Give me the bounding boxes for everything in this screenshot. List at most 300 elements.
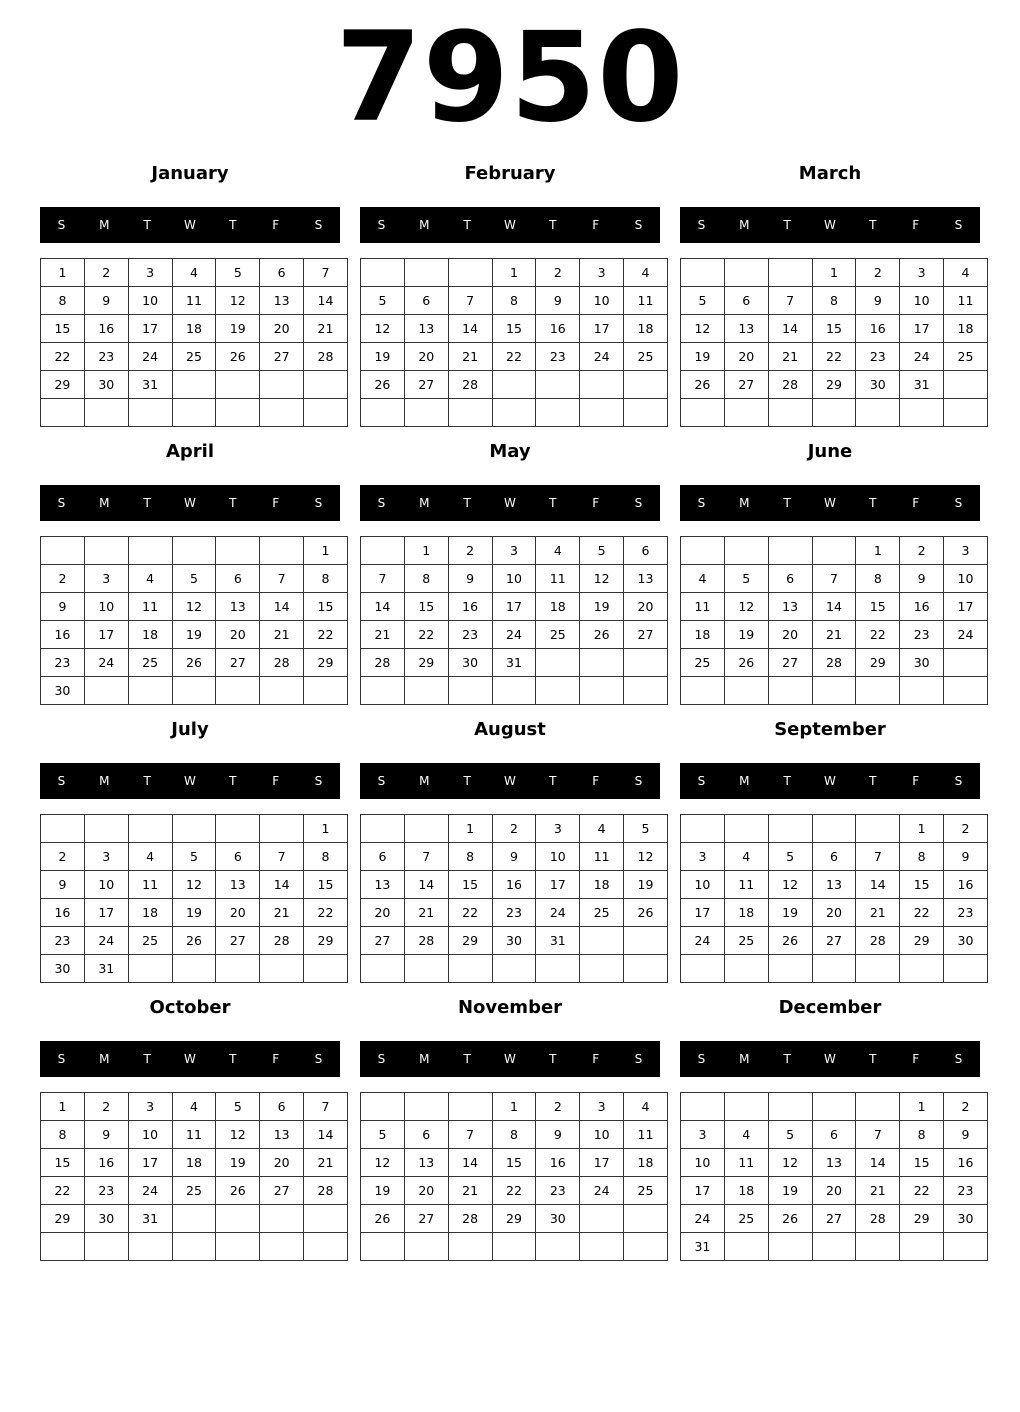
empty-cell	[812, 815, 856, 843]
empty-cell	[172, 1233, 216, 1261]
empty-cell	[768, 537, 812, 565]
weekday-label: M	[99, 218, 110, 232]
weekday-label: W	[824, 774, 836, 788]
week-row	[361, 621, 668, 649]
weekday-label: W	[184, 496, 196, 510]
week-row	[361, 593, 668, 621]
day-cell: 1	[856, 537, 900, 565]
day-cell: 3	[681, 1121, 725, 1149]
day-cell: 26	[172, 927, 216, 955]
day-cell: 21	[768, 343, 812, 371]
empty-cell	[84, 815, 128, 843]
day-cell: 6	[404, 287, 448, 315]
empty-cell	[448, 1093, 492, 1121]
weekday-label: M	[419, 496, 430, 510]
empty-cell	[361, 815, 405, 843]
day-cell: 29	[812, 371, 856, 399]
empty-cell	[856, 399, 900, 427]
empty-cell	[128, 955, 172, 983]
week-row	[361, 1205, 668, 1233]
weekday-label: M	[739, 218, 750, 232]
empty-cell	[856, 815, 900, 843]
day-grid	[680, 258, 988, 427]
empty-cell	[856, 955, 900, 983]
day-cell: 14	[304, 287, 348, 315]
day-cell: 29	[448, 927, 492, 955]
day-cell: 15	[448, 871, 492, 899]
day-cell: 3	[128, 259, 172, 287]
day-cell: 24	[492, 621, 536, 649]
weekday-label: W	[504, 218, 516, 232]
empty-cell	[216, 815, 260, 843]
weekday-label: S	[954, 496, 963, 510]
day-cell: 13	[768, 593, 812, 621]
week-row	[361, 537, 668, 565]
day-cell: 24	[84, 927, 128, 955]
empty-cell	[624, 1205, 668, 1233]
empty-cell	[580, 399, 624, 427]
empty-cell	[260, 677, 304, 705]
day-cell: 28	[448, 371, 492, 399]
day-cell: 5	[216, 259, 260, 287]
week-row	[361, 1093, 668, 1121]
day-cell: 19	[768, 899, 812, 927]
day-cell: 25	[724, 1205, 768, 1233]
month-name: February	[464, 163, 556, 184]
day-cell: 22	[304, 899, 348, 927]
day-cell: 5	[361, 287, 405, 315]
day-cell: 23	[536, 1177, 580, 1205]
day-cell: 11	[172, 287, 216, 315]
day-cell: 16	[856, 315, 900, 343]
weekday-label: M	[739, 1052, 750, 1066]
weekday-label: T	[869, 496, 877, 510]
day-grid	[360, 814, 668, 983]
weekday-label: S	[634, 496, 643, 510]
day-cell: 29	[404, 649, 448, 677]
day-cell: 14	[448, 1149, 492, 1177]
weekday-label: W	[504, 496, 516, 510]
day-cell: 11	[580, 843, 624, 871]
month-july	[40, 717, 340, 987]
day-cell: 4	[724, 1121, 768, 1149]
weekday-label: T	[549, 218, 557, 232]
day-cell: 6	[768, 565, 812, 593]
day-cell: 22	[304, 621, 348, 649]
week-row	[361, 1177, 668, 1205]
empty-cell	[216, 1205, 260, 1233]
day-grid	[680, 814, 988, 983]
empty-cell	[128, 399, 172, 427]
empty-cell	[84, 1233, 128, 1261]
day-cell: 5	[172, 565, 216, 593]
empty-cell	[944, 677, 988, 705]
day-cell: 7	[260, 843, 304, 871]
day-cell: 12	[768, 1149, 812, 1177]
empty-cell	[812, 537, 856, 565]
day-cell: 4	[944, 259, 988, 287]
day-cell: 29	[41, 1205, 85, 1233]
day-cell: 6	[624, 537, 668, 565]
day-cell: 26	[624, 899, 668, 927]
weekday-label: W	[824, 218, 836, 232]
week-row	[361, 1233, 668, 1261]
weekday-label: M	[99, 774, 110, 788]
empty-cell	[768, 259, 812, 287]
day-cell: 8	[856, 565, 900, 593]
day-cell: 23	[492, 899, 536, 927]
week-row	[41, 899, 348, 927]
day-cell: 26	[172, 649, 216, 677]
week-row	[361, 371, 668, 399]
empty-cell	[84, 399, 128, 427]
week-row	[681, 287, 988, 315]
day-cell: 16	[944, 1149, 988, 1177]
empty-cell	[404, 677, 448, 705]
day-cell: 10	[900, 287, 944, 315]
day-cell: 25	[624, 1177, 668, 1205]
day-cell: 21	[404, 899, 448, 927]
empty-cell	[768, 677, 812, 705]
year-title: 7950	[335, 6, 685, 150]
day-cell: 14	[448, 315, 492, 343]
day-cell: 3	[580, 1093, 624, 1121]
day-cell: 27	[216, 927, 260, 955]
day-cell: 13	[260, 287, 304, 315]
day-cell: 17	[128, 315, 172, 343]
day-cell: 7	[812, 565, 856, 593]
day-cell: 1	[304, 537, 348, 565]
day-cell: 5	[216, 1093, 260, 1121]
day-cell: 6	[361, 843, 405, 871]
week-row	[41, 815, 348, 843]
empty-cell	[216, 537, 260, 565]
empty-cell	[448, 955, 492, 983]
empty-cell	[944, 955, 988, 983]
week-row	[681, 815, 988, 843]
weekday-label: F	[592, 774, 600, 788]
day-cell: 22	[41, 343, 85, 371]
weekday-label: S	[954, 218, 963, 232]
week-row	[681, 399, 988, 427]
weekday-header	[360, 207, 660, 243]
day-grid	[40, 814, 348, 983]
day-cell: 22	[492, 1177, 536, 1205]
empty-cell	[492, 371, 536, 399]
day-cell: 27	[768, 649, 812, 677]
weekday-label: T	[229, 774, 237, 788]
weekday-label: T	[229, 218, 237, 232]
day-cell: 8	[41, 1121, 85, 1149]
day-cell: 30	[536, 1205, 580, 1233]
day-cell: 31	[536, 927, 580, 955]
day-cell: 23	[448, 621, 492, 649]
day-cell: 29	[304, 927, 348, 955]
weekday-header	[680, 485, 980, 521]
weekday-label: T	[869, 1052, 877, 1066]
empty-cell	[768, 1233, 812, 1261]
day-cell: 2	[41, 843, 85, 871]
day-cell: 8	[492, 287, 536, 315]
empty-cell	[404, 955, 448, 983]
day-cell: 23	[944, 899, 988, 927]
day-cell: 9	[84, 1121, 128, 1149]
day-cell: 30	[492, 927, 536, 955]
day-cell: 16	[536, 1149, 580, 1177]
week-row	[681, 1093, 988, 1121]
day-cell: 14	[260, 871, 304, 899]
day-cell: 18	[624, 1149, 668, 1177]
empty-cell	[580, 955, 624, 983]
empty-cell	[768, 1093, 812, 1121]
empty-cell	[900, 677, 944, 705]
month-november	[360, 995, 660, 1265]
weekday-label: F	[592, 496, 600, 510]
empty-cell	[900, 1233, 944, 1261]
empty-cell	[492, 1233, 536, 1261]
weekday-label: T	[783, 218, 791, 232]
empty-cell	[624, 927, 668, 955]
weekday-label: S	[634, 1052, 643, 1066]
day-cell: 12	[361, 1149, 405, 1177]
day-cell: 30	[900, 649, 944, 677]
day-cell: 13	[812, 871, 856, 899]
empty-cell	[304, 371, 348, 399]
day-cell: 15	[304, 593, 348, 621]
weekday-label: F	[272, 1052, 280, 1066]
day-cell: 8	[404, 565, 448, 593]
day-cell: 20	[361, 899, 405, 927]
weekday-label: T	[463, 774, 471, 788]
day-cell: 10	[128, 287, 172, 315]
weekday-label: T	[549, 496, 557, 510]
month-name: March	[798, 163, 862, 184]
day-cell: 29	[304, 649, 348, 677]
empty-cell	[172, 371, 216, 399]
week-row	[681, 955, 988, 983]
day-cell: 9	[900, 565, 944, 593]
day-cell: 28	[304, 343, 348, 371]
month-name: September	[774, 719, 886, 740]
month-october	[40, 995, 340, 1265]
day-cell: 3	[492, 537, 536, 565]
day-cell: 21	[260, 899, 304, 927]
weekday-label: S	[57, 496, 66, 510]
empty-cell	[944, 649, 988, 677]
weekday-label: T	[783, 496, 791, 510]
empty-cell	[304, 1205, 348, 1233]
weekday-label: F	[592, 218, 600, 232]
day-cell: 22	[448, 899, 492, 927]
day-cell: 12	[724, 593, 768, 621]
empty-cell	[128, 1233, 172, 1261]
week-row	[361, 955, 668, 983]
day-cell: 30	[84, 371, 128, 399]
day-cell: 5	[580, 537, 624, 565]
weekday-label: W	[184, 774, 196, 788]
day-cell: 24	[536, 899, 580, 927]
week-row	[361, 1121, 668, 1149]
week-row	[361, 843, 668, 871]
day-cell: 18	[681, 621, 725, 649]
empty-cell	[624, 399, 668, 427]
day-cell: 28	[856, 927, 900, 955]
day-cell: 24	[681, 1205, 725, 1233]
day-cell: 16	[84, 1149, 128, 1177]
empty-cell	[624, 677, 668, 705]
day-cell: 30	[944, 1205, 988, 1233]
day-cell: 20	[812, 1177, 856, 1205]
weekday-label: M	[419, 218, 430, 232]
empty-cell	[580, 927, 624, 955]
month-february	[360, 161, 660, 431]
day-cell: 3	[128, 1093, 172, 1121]
day-cell: 7	[448, 287, 492, 315]
empty-cell	[681, 677, 725, 705]
empty-cell	[624, 1233, 668, 1261]
day-cell: 19	[172, 899, 216, 927]
empty-cell	[536, 677, 580, 705]
month-name: October	[149, 997, 231, 1018]
month-april	[40, 439, 340, 709]
week-row	[681, 1121, 988, 1149]
week-row	[361, 899, 668, 927]
day-cell: 21	[812, 621, 856, 649]
day-cell: 22	[812, 343, 856, 371]
day-cell: 21	[304, 315, 348, 343]
day-cell: 31	[128, 1205, 172, 1233]
week-row	[41, 843, 348, 871]
week-row	[361, 1149, 668, 1177]
day-cell: 7	[304, 1093, 348, 1121]
week-row	[681, 315, 988, 343]
empty-cell	[580, 1233, 624, 1261]
day-cell: 28	[304, 1177, 348, 1205]
day-cell: 27	[260, 1177, 304, 1205]
weekday-label: S	[57, 218, 66, 232]
day-cell: 25	[128, 927, 172, 955]
day-cell: 27	[260, 343, 304, 371]
day-cell: 26	[361, 1205, 405, 1233]
day-cell: 21	[260, 621, 304, 649]
day-grid	[360, 258, 668, 427]
day-cell: 28	[260, 927, 304, 955]
day-cell: 13	[812, 1149, 856, 1177]
day-cell: 17	[492, 593, 536, 621]
month-name: August	[474, 719, 546, 740]
empty-cell	[724, 259, 768, 287]
day-cell: 20	[404, 1177, 448, 1205]
day-cell: 10	[944, 565, 988, 593]
day-cell: 2	[41, 565, 85, 593]
day-cell: 16	[492, 871, 536, 899]
weekday-label: S	[697, 774, 706, 788]
empty-cell	[260, 815, 304, 843]
day-cell: 30	[84, 1205, 128, 1233]
day-cell: 14	[768, 315, 812, 343]
day-cell: 27	[724, 371, 768, 399]
month-january	[40, 161, 340, 431]
day-cell: 4	[536, 537, 580, 565]
empty-cell	[361, 259, 405, 287]
week-row	[681, 343, 988, 371]
week-row	[681, 677, 988, 705]
week-row	[41, 871, 348, 899]
empty-cell	[216, 1233, 260, 1261]
day-cell: 1	[492, 259, 536, 287]
weekday-label: S	[314, 496, 323, 510]
month-september	[680, 717, 980, 987]
day-cell: 25	[172, 343, 216, 371]
day-cell: 11	[128, 593, 172, 621]
empty-cell	[260, 955, 304, 983]
week-row	[41, 649, 348, 677]
day-cell: 28	[448, 1205, 492, 1233]
empty-cell	[580, 371, 624, 399]
day-cell: 17	[580, 315, 624, 343]
day-cell: 27	[216, 649, 260, 677]
empty-cell	[492, 677, 536, 705]
day-cell: 20	[216, 899, 260, 927]
week-row	[361, 871, 668, 899]
empty-cell	[260, 1233, 304, 1261]
empty-cell	[304, 399, 348, 427]
day-cell: 13	[404, 315, 448, 343]
weekday-label: S	[377, 218, 386, 232]
day-cell: 8	[900, 843, 944, 871]
day-cell: 1	[900, 815, 944, 843]
day-cell: 9	[944, 843, 988, 871]
day-cell: 14	[856, 871, 900, 899]
day-cell: 23	[41, 649, 85, 677]
day-cell: 2	[492, 815, 536, 843]
day-cell: 2	[448, 537, 492, 565]
day-cell: 19	[361, 1177, 405, 1205]
day-cell: 2	[536, 1093, 580, 1121]
weekday-label: S	[634, 218, 643, 232]
day-cell: 5	[681, 287, 725, 315]
day-grid	[40, 536, 348, 705]
day-cell: 16	[944, 871, 988, 899]
day-cell: 26	[216, 343, 260, 371]
day-cell: 25	[681, 649, 725, 677]
empty-cell	[128, 815, 172, 843]
empty-cell	[172, 537, 216, 565]
empty-cell	[304, 955, 348, 983]
empty-cell	[681, 955, 725, 983]
week-row	[41, 537, 348, 565]
day-cell: 10	[580, 1121, 624, 1149]
day-cell: 4	[580, 815, 624, 843]
weekday-label: T	[143, 1052, 151, 1066]
day-cell: 23	[944, 1177, 988, 1205]
day-cell: 12	[768, 871, 812, 899]
empty-cell	[172, 1205, 216, 1233]
week-row	[41, 315, 348, 343]
day-cell: 18	[536, 593, 580, 621]
day-cell: 21	[304, 1149, 348, 1177]
day-cell: 19	[361, 343, 405, 371]
day-cell: 24	[580, 343, 624, 371]
week-row	[361, 399, 668, 427]
day-cell: 30	[41, 677, 85, 705]
empty-cell	[492, 955, 536, 983]
day-cell: 1	[404, 537, 448, 565]
weekday-label: T	[463, 1052, 471, 1066]
day-grid	[680, 536, 988, 705]
day-cell: 21	[856, 1177, 900, 1205]
day-cell: 3	[536, 815, 580, 843]
